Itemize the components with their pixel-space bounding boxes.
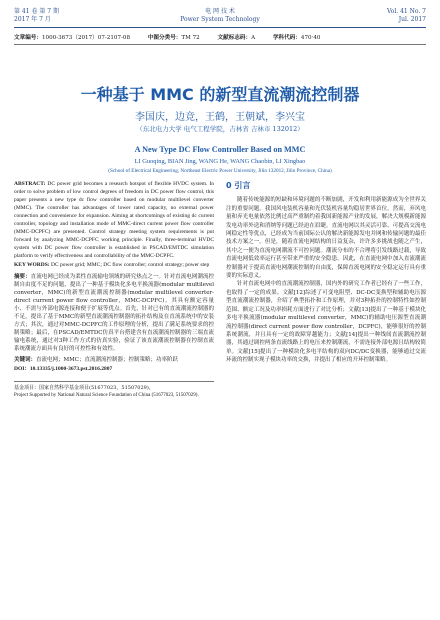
journal-name-cn: 电 网 技 术 xyxy=(205,8,235,15)
affiliation-cn: （东北电力大学 电气工程学院，吉林省 吉林市 132012） xyxy=(136,125,304,133)
keywords-cn-text: 直流电网；MMC；直流潮流控制器；控制策略；功率阶跃 xyxy=(36,357,178,363)
docinfo-article-no: 文章编号：1000-3673（2017）07-2107-08 xyxy=(14,35,131,41)
keywords-en-label: KEY WORDS: xyxy=(14,262,50,268)
keywords-cn-label: 关键词： xyxy=(14,357,37,363)
abstract-cn-text: 直流电网已经成为柔性直流输电领域的研究热点之一。针对直流电网潮流控制自由度不足的问题，提出了一种基于模块化多电平换流器(modular multilevel converter，MMC)的新型直流潮流控制器(modular multilevel converter-direct current power flow controller，MMC-DCPFC)。其具有额定容量小、不需与外部电源连接和便于扩展等优点。首先，针对已有的直流潮流控制器的不足，提出了基于MMC的新型直流潮流控制器的拓扑结构及在直流系统中的安装方式；其次，通过对MMC-DCPFC的工作原理的分析，提出了满足系统要求的控制策略；最后，在PSCAD/EMTDC仿真平台搭建含有直流潮流控制器的三端直流输电系统，通过对3种工作方式的仿真实验，验证了该直流潮流控制器在控制直流系统潮流方面具有良好的可控性和有效性。 xyxy=(14,274,214,352)
keywords-cn xyxy=(14,356,214,364)
paper-title-cn: 一种基于 MMC 的新型直流潮流控制器 xyxy=(80,85,360,104)
docinfo-doc-code: 文献标志码：A xyxy=(217,35,256,41)
abstract-en-label: ABSTRACT: xyxy=(14,181,46,187)
header-date-en: Jul. 2017 xyxy=(398,16,426,23)
docinfo-class-no: 中图分类号：TM 72 xyxy=(147,35,200,41)
journal-name-en: Power System Technology xyxy=(180,16,260,23)
keywords-en xyxy=(14,261,214,269)
doi-label: DOI： xyxy=(14,366,30,372)
abstract-en-text: DC power grid becomes a research hotspot of flexible HVDC system. In order to solve problem of low control degrees of freedom in DC power flow control, this paper presents a new type dc flow controller based on modular multilevel converter (MMC). The controller has advantages of lower rated capacity, no external power connection and convenience for expansion. Aiming at shortcomings of existing dc current controller, topology and installation mode of MMC-direct current power flow controller (MMC-DCPFC) are presented. Control strategy meeting system requirements is put forward by analyzing MMC-DCPFC working principle. Finally, three-terminal HVDC system with DC power flow controller is established in PSCAD/EMTDC simulation platform to verify effectiveness and controllability of the MMC-DCPFC. xyxy=(14,181,214,259)
left-column xyxy=(14,180,214,399)
header-issue-en xyxy=(387,8,426,24)
document-info xyxy=(14,33,426,41)
header-journal xyxy=(14,8,426,24)
abstract-en xyxy=(14,180,214,260)
doi xyxy=(14,365,214,373)
funding-note xyxy=(14,381,214,399)
abstract-cn xyxy=(14,273,214,353)
page-header xyxy=(14,8,426,30)
header-volume-en: Vol. 41 No. 7 xyxy=(386,8,426,15)
intro-paragraph-1: 随着传统能源的短缺和环境问题的不断加剧，开发和利用新能源成为全世界关注的重要问题。我国风电装机容量和光伏装机容量均稳居世界首位，然而，弃风电量和弃光电量依然比例过高严重制约着我国新能源产业的发展，解决大规模新能源发电功率外送和消纳等问题已经迫在眉睫。直流电网以其灵活可靠、可提高交流电网稳定性等优点，已经成为当前国际公认的解决新能源发电并网和传输问题的最佳技术方案之一。但是，随着直流电网结构的日益复杂，许许多多挑战也随之产生，其中之一便为直流电网潮流不可控问题。潮流分布的不合理将引发线路过载，导致直流电网低效率运行甚至带来严重的安全隐患。因此，在直流电网中加入直流潮流控制器对于提高直流电网潮流控制的自由度，保障直流电网的安全稳定运行具有重要的实际意义。 xyxy=(226,197,426,280)
intro-paragraph-2: 针对直流电网中的直流潮流控制器，国内外的研究工作者已经有了一些工作，也取得了一定的成果。文献[12]综述了可变电阻型、DC-DC变换型和辅助电压源型直流潮流控制器，介绍了典型拓扑和工作原理，并对3种拓扑的控制特性如控制范围、额定工况及功率损耗方面进行了对比分析；文献[13]提出了一种基于模块化多电平换流器(modular multilevel converter，MMC)的辅助电压源型直流潮流控制器(direct current power flow controller，DCPFC)，能够很好的控制系统潮流，并且具有一定的故障穿越能力；文献[14]提出一种线间直流潮流控制器，其通过调控两条直流线路上的电压来控制潮流，不需连接外部电源且结构较简单。文献[15]提出了一种模块化多电平结构的双向DC/DC变换器，能够通过交流环流的控制实现子模块功率的交换，并提出了相应的开环控制策略。 xyxy=(226,281,426,364)
keywords-en-text: DC power grid; MMC; DC flow controller; control strategy; power step xyxy=(50,262,210,268)
section-heading-introduction: 0 引言 xyxy=(226,181,251,190)
funding-en: Project Supported by National Natural Science Foundation of China (51677023, 51507029). xyxy=(14,393,199,398)
header-date: 2017 年 7 月 xyxy=(14,16,51,23)
funding-cn: 基金项目：国家自然科学基金项目(51677023，51507029)。 xyxy=(14,385,154,391)
docinfo-subject-code: 学科代码：470·40 xyxy=(272,35,321,41)
doi-text: 10.13335/j.1000-3673.pst.2016.2807 xyxy=(29,366,113,372)
authors-cn: 李国庆，边竞，王鹤，王朝斌，李兴宝 xyxy=(135,112,305,123)
docinfo-rule xyxy=(14,44,426,45)
abstract-cn-label: 摘要： xyxy=(14,274,31,280)
paper-title-en: A New Type DC Flow Controller Based on MMC xyxy=(134,145,306,154)
header-volume: 第 41 卷 第 7 期 xyxy=(14,8,59,15)
authors-en: LI Guoqing, BIAN Jing, WANG He, WANG Chaobin, LI Xingbao xyxy=(134,158,306,165)
header-rule xyxy=(14,27,426,28)
affiliation-en: (School of Electrical Engineering, Northeast Electric Power University, Jilin 132012, Jilin Province, China) xyxy=(108,168,332,174)
right-column xyxy=(226,180,426,365)
